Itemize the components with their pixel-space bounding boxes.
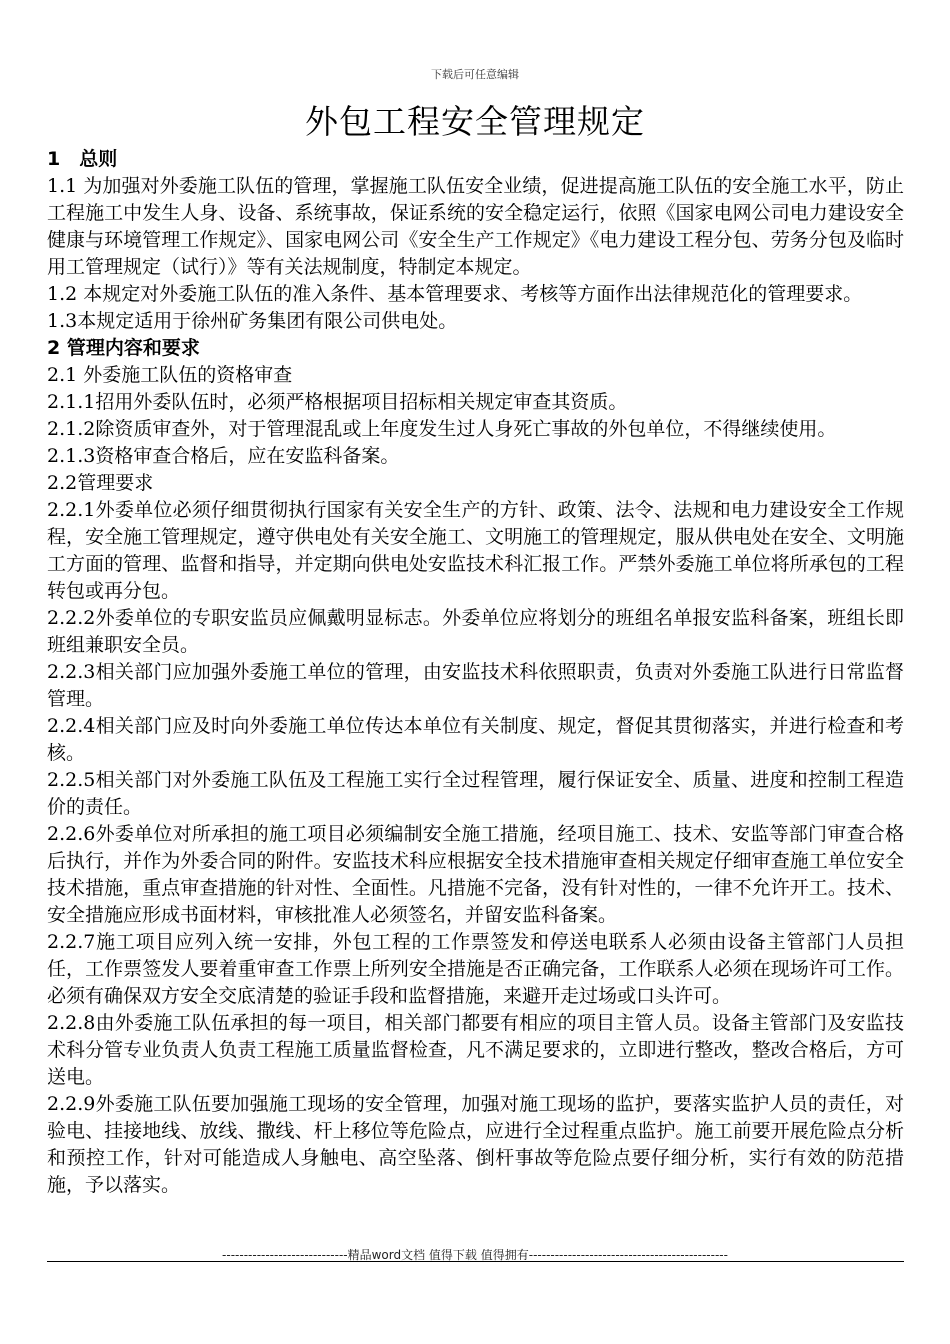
heading-management: 2 管理内容和要求: [47, 337, 200, 359]
paragraph-2-1-3: 2.1.3资格审查合格后，应在安监科备案。: [47, 445, 400, 467]
paragraph-2-2-1: 2.2.1外委单位必须仔细贯彻执行国家有关安全生产的方针、政策、法令、法规和电力建设安全工作规程，安全施工管理规定，遵守供电处有关安全施工、文明施工的管理规定，服从供电处在安全、文明施工方面的管理、监督和指导，并定期向供电处安监技术科汇报工作。严禁外委施工单位将所承包的工程转包或再分包。: [47, 499, 904, 602]
paragraph-2-1-2: 2.1.2除资质审查外，对于管理混乱或上年度发生过人身死亡事故的外包单位，不得继续使用。: [47, 418, 837, 440]
paragraph-2-1-1: 2.1.1招用外委队伍时，必须严格根据项目招标相关规定审查其资质。: [47, 391, 628, 413]
document-body: [47, 146, 904, 1199]
paragraph-2-2-6: 2.2.6外委单位对所承担的施工项目必须编制安全施工措施，经项目施工、技术、安监等部门审查合格后执行，并作为外委合同的附件。安监技术科应根据安全技术措施审查相关规定仔细审查施工单位安全技术措施，重点审查措施的针对性、全面性。凡措施不完备，没有针对性的，一律不允许开工。技术、安全措施应形成书面材料，审核批准人必须签名，并留安监科备案。: [47, 823, 904, 926]
paragraph-1-1: 1.1 为加强对外委施工队伍的管理，掌握施工队伍安全业绩，促进提高施工队伍的安全施工水平，防止工程施工中发生人身、设备、系统事故，保证系统的安全稳定运行，依照《国家电网公司电力建设安全健康与环境管理工作规定》、国家电网公司《安全生产工作规定》《电力建设工程分包、劳务分包及临时用工管理规定（试行）》等有关法规制度，特制定本规定。: [47, 175, 904, 278]
paragraph-2-2-3: 2.2.3相关部门应加强外委施工单位的管理，由安监技术科依照职责，负责对外委施工队进行日常监督管理。: [47, 661, 904, 710]
paragraph-1-3: 1.3本规定适用于徐州矿务集团有限公司供电处。: [47, 310, 458, 332]
paragraph-2-2-4: 2.2.4相关部门应及时向外委施工单位传达本单位有关制度、规定，督促其贯彻落实，并进行检查和考核。: [47, 715, 904, 764]
document-title: 外包工程安全管理规定: [305, 102, 645, 141]
paragraph-2-2-2: 2.2.2外委单位的专职安监员应佩戴明显标志。外委单位应将划分的班组名单报安监科备案，班组长即班组兼职安全员。: [47, 607, 904, 656]
page-header-note: 下载后可任意编辑: [431, 68, 519, 81]
heading-general: 1 总则: [47, 148, 118, 170]
paragraph-2-2-7: 2.2.7施工项目应列入统一安排，外包工程的工作票签发和停送电联系人必须由设备主管部门人员担任，工作票签发人要着重审查工作票上所列安全措施是否正确完备，工作联系人必须在现场许可工作。必须有确保双方安全交底清楚的验证手段和监督措施，来避开走过场或口头许可。: [47, 931, 904, 1007]
paragraph-2-2: 2.2管理要求: [47, 472, 154, 494]
paragraph-2-2-5: 2.2.5相关部门对外委施工队伍及工程施工实行全过程管理，履行保证安全、质量、进度和控制工程造价的责任。: [47, 769, 904, 818]
paragraph-2-2-8: 2.2.8由外委施工队伍承担的每一项目，相关部门都要有相应的项目主管人员。设备主管部门及安监技术科分管专业负责人负责工程施工质量监督检查，凡不满足要求的，立即进行整改，整改合格后，方可送电。: [47, 1012, 904, 1088]
paragraph-2-2-9: 2.2.9外委施工队伍要加强施工现场的安全管理，加强对施工现场的监护，要落实监护人员的责任，对验电、挂接地线、放线、撒线、杆上移位等危险点，应进行全过程重点监护。施工前要开展危险点分析和预控工作，针对可能造成人身触电、高空坠落、倒杆事故等危险点要仔细分析，实行有效的防范措施，予以落实。: [47, 1093, 904, 1196]
paragraph-1-2: 1.2 本规定对外委施工队伍的准入条件、基本管理要求、考核等方面作出法律规范化的管理要求。: [47, 283, 863, 305]
footer-text: -----------------------------精品word文档 值得下载 值得拥有----------------------------------------------: [222, 1248, 728, 1262]
footer-divider: [47, 1261, 904, 1262]
paragraph-2-1: 2.1 外委施工队伍的资格审查: [47, 364, 293, 386]
